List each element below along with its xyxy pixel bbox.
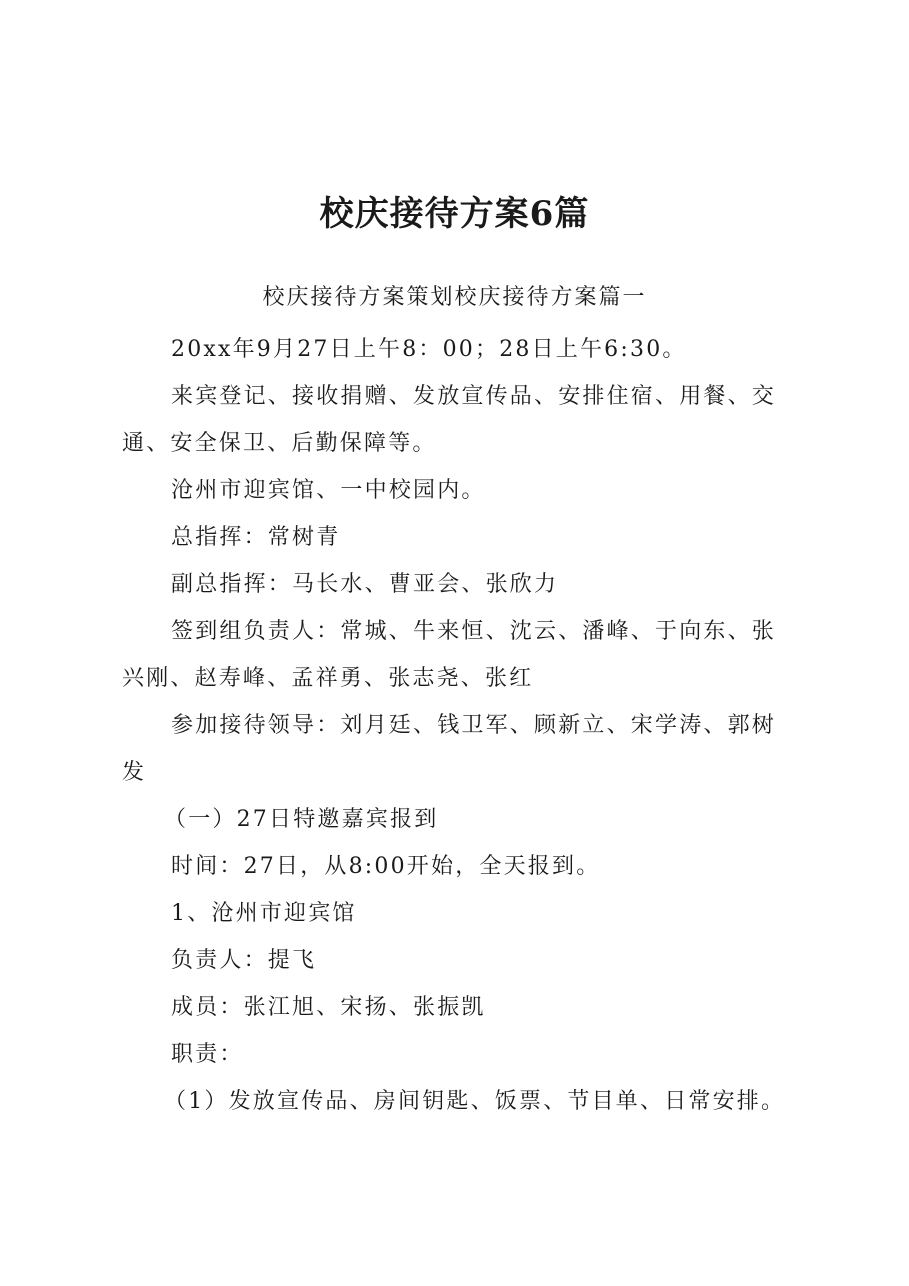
paragraph-time: 20xx年9月27日上午8：00；28日上午6:30。 [171, 337, 687, 362]
paragraph-commander: 总指挥：常树青 [171, 525, 341, 550]
paragraph-person-in-charge: 负责人：提飞 [171, 948, 317, 973]
paragraph-section-one: （一）27日特邀嘉宾报到 [164, 807, 439, 832]
paragraph-deputy-commander: 副总指挥：马长水、曹亚会、张欣力 [171, 572, 559, 597]
paragraph-checkin-time: 时间：27日，从8:00开始，全天报到。 [171, 854, 601, 879]
paragraph-tasks: 来宾登记、接收捐赠、发放宣传品、安排住宿、用餐、交通、安全保卫、后勤保障等。 [122, 384, 777, 456]
paragraph-signin-group: 签到组负责人：常城、牛来恒、沈云、潘峰、于向东、张兴刚、赵寿峰、孟祥勇、张志尧、张红 [122, 619, 777, 691]
document-subtitle: 校庆接待方案策划校庆接待方案篇一 [262, 285, 647, 310]
document-title: 校庆接待方案6篇 [319, 194, 590, 234]
paragraph-duty-one: （1）发放宣传品、房间钥匙、饭票、节目单、日常安排。 [164, 1089, 786, 1114]
paragraph-reception-leaders: 参加接待领导：刘月廷、钱卫军、顾新立、宋学涛、郭树发 [122, 713, 777, 785]
paragraph-hotel: 1、沧州市迎宾馆 [171, 901, 357, 926]
paragraph-duties: 职责： [171, 1042, 244, 1067]
paragraph-members: 成员：张江旭、宋扬、张振凯 [171, 995, 486, 1020]
paragraph-location: 沧州市迎宾馆、一中校园内。 [171, 478, 486, 503]
document-body [122, 326, 798, 1125]
